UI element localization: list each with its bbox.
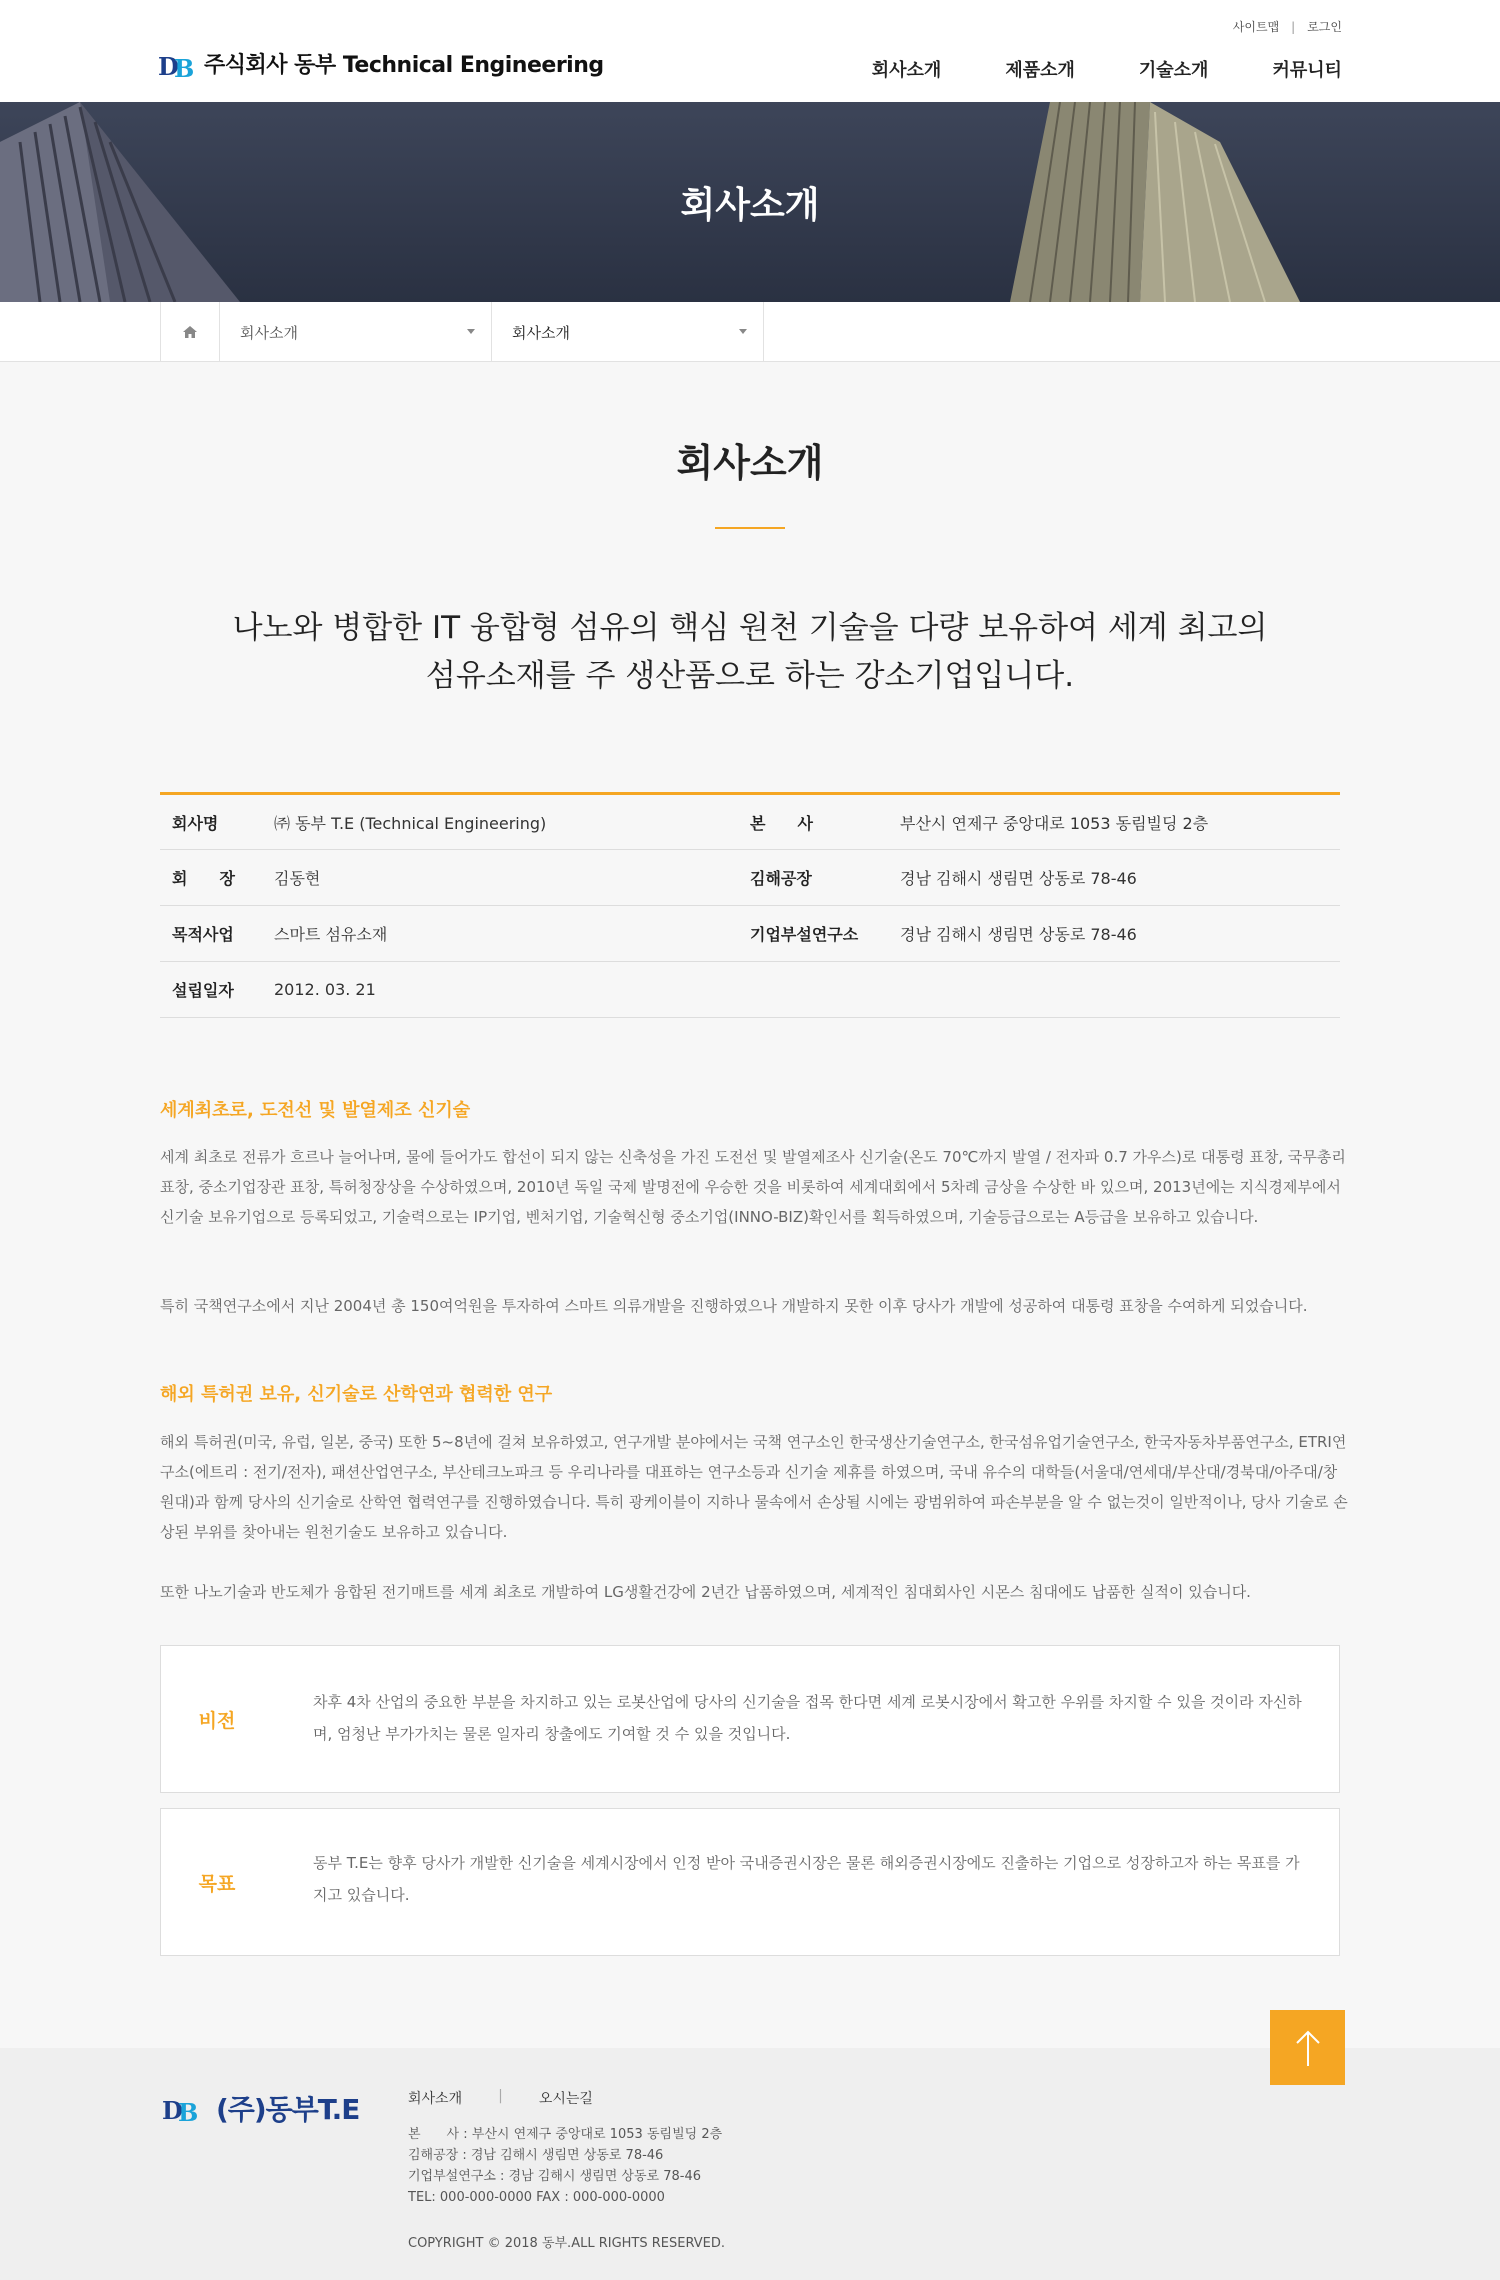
login-link[interactable]: 로그인	[1307, 20, 1342, 34]
vision-text: 차후 4차 산업의 중요한 부분을 차지하고 있는 로봇산업에 당사의 신기술을 접목 한다면 세계 로봇시장에서 확고한 우위를 차지할 수 있을 것이라 자신하며, 엄청난 부가가치는 물론 일자리 창출에도 기여할 것 수 있을 것입니다.	[313, 1693, 1302, 1743]
location-dropdown-depth1[interactable]	[220, 302, 492, 362]
footer-address	[408, 2124, 722, 2208]
location-dropdown-depth2[interactable]	[492, 302, 764, 362]
section-2-paragraph-1: 해외 특허권(미국, 유럽, 일본, 중국) 또한 5~8년에 걸쳐 보유하였고, 연구개발 분야에서는 국책 연구소인 한국생산기술연구소, 한국섬유업기술연구소, 한국자동차부품연구소, ETRI연구소(에트리 : 전기/전자), 패션산업연구소, 부산테크노파크 등 우리나라를 대표하는 연구소등과 신기술 제휴를 하였으며, 국내 유수의 대학들(서울대/연세대/부산대/경북대/아주대/창원대)과 함께 당사의 신기술로 산학연 협력연구를 진행하였습니다. 특히 광케이블이 지하나 물속에서 손상될 시에는 광범위하여 파손부분을 알 수 없는것이 일반적이나, 당사 기술로 손상된 부위를 찾아내는 원천기술도 보유하고 있습니다.	[160, 1433, 1348, 1541]
page-title: 회사소개	[676, 441, 824, 485]
logo-text: 주식회사 동부 Technical Engineering	[204, 53, 604, 78]
nav-item-community[interactable]: 커뮤니티	[1272, 60, 1342, 81]
info-value: 부산시 연제구 중앙대로 1053 동림빌딩 2층	[900, 794, 1340, 850]
info-label	[750, 962, 900, 1018]
footer-logo	[162, 2088, 359, 2128]
info-label: 회사명	[160, 794, 270, 850]
location-bar	[0, 302, 1500, 362]
footer-contact-line: TEL: 000-000-0000 FAX : 000-000-0000	[408, 2190, 665, 2205]
main-nav	[808, 56, 1342, 82]
section-1-paragraph-2: 특히 국책연구소에서 지난 2004년 총 150여억원을 투자하여 스마트 의류개발을 진행하였으나 개발하지 못한 이후 당사가 개발에 성공하여 대통령 표창을 수여하게 되었습니다.	[160, 1297, 1308, 1315]
divider: |	[498, 2088, 503, 2104]
intro-line-1: 나노와 병합한 IT 융합형 섬유의 핵심 원천 기술을 다량 보유하여 세계 최고의	[232, 610, 1268, 646]
section-2-paragraph-2: 또한 나노기술과 반도체가 융합된 전기매트를 세계 최초로 개발하여 LG생활건강에 2년간 납품하였으며, 세계적인 침대회사인 시몬스 침대에도 납품한 실적이 있습니다.	[160, 1583, 1251, 1601]
sitemap-link[interactable]: 사이트맵	[1232, 20, 1280, 34]
logo-mark-icon: D B	[158, 51, 195, 83]
footer-address-line: 본 사 : 부산시 연제구 중앙대로 1053 동림빌딩 2층	[408, 2127, 723, 2142]
logo-mark-icon: D B	[162, 2096, 199, 2127]
goal-text: 동부 T.E는 향후 당사가 개발한 신기술을 세계시장에서 인정 받아 국내증권시장은 물론 해외증권시장에도 진출하는 기업으로 성장하고자 하는 목표를 가지고 있습니다.	[313, 1854, 1300, 1904]
table-row	[160, 794, 1340, 850]
location-depth1-label: 회사소개	[240, 323, 298, 342]
nav-item-products[interactable]: 제품소개	[1005, 60, 1075, 81]
info-value	[900, 962, 1340, 1018]
vision-box	[160, 1645, 1340, 1793]
table-row	[160, 850, 1340, 906]
home-button[interactable]	[160, 302, 220, 362]
site-header	[0, 0, 1500, 102]
footer-logo-text: (주)동부T.E	[216, 2093, 360, 2126]
info-value: 2012. 03. 21	[270, 962, 750, 1018]
footer-nav	[408, 2088, 593, 2108]
info-label: 회 장	[160, 850, 270, 906]
caret-down-icon	[739, 329, 747, 334]
title-underline	[715, 527, 785, 529]
hero-banner	[0, 102, 1500, 302]
info-label: 김해공장	[750, 850, 900, 906]
nav-item-company[interactable]: 회사소개	[871, 60, 942, 81]
info-value: ㈜ 동부 T.E (Technical Engineering)	[270, 794, 750, 850]
goal-box	[160, 1808, 1340, 1956]
footer-address-line: 김해공장 : 경남 김해시 생림면 상동로 78-46	[408, 2148, 664, 2163]
info-label: 기업부설연구소	[750, 906, 900, 962]
location-depth2-label: 회사소개	[512, 323, 570, 342]
home-icon	[183, 326, 197, 338]
vision-label: 비전	[198, 1709, 236, 1732]
table-row	[160, 962, 1340, 1018]
caret-down-icon	[467, 329, 475, 334]
table-row	[160, 906, 1340, 962]
arrow-up-icon	[1293, 2028, 1323, 2068]
section-heading-1: 세계최초로, 도전선 및 발열제조 신기술	[160, 1100, 471, 1121]
intro-line-2: 섬유소재를 주 생산품으로 하는 강소기업입니다.	[425, 658, 1075, 694]
section-1-paragraph-1: 세계 최초로 전류가 흐르나 늘어나며, 물에 들어가도 합선이 되지 않는 신축성을 가진 도전선 및 발열제조사 신기술(온도 70℃까지 발열 / 전자파 0.7 가우스)로 대통령 표창, 국무총리 표창, 중소기업장관 표창, 특허청장상을 수상하였으며, 2010년 독일 국제 발명전에 우승한 것을 비롯하여 세계대회에서 5차례 금상을 수상한 바 있으며, 2013년에는 지식경제부에서 신기술 보유기업으로 등록되었고, 기술력으로는 IP기업, 벤처기업, 기술혁신형 중소기업(INNO-BIZ)확인서를 획득하였으며, 기술등급으로는 A등급을 보유하고 있습니다.	[160, 1148, 1346, 1226]
company-info-table	[160, 792, 1340, 1018]
info-label: 설립일자	[160, 962, 270, 1018]
divider: |	[1291, 19, 1296, 34]
info-value: 김동현	[270, 850, 750, 906]
info-value: 스마트 섬유소재	[270, 906, 750, 962]
utility-links	[1233, 18, 1342, 35]
info-value: 경남 김해시 생림면 상동로 78-46	[900, 906, 1340, 962]
info-value: 경남 김해시 생림면 상동로 78-46	[900, 850, 1340, 906]
goal-label: 목표	[198, 1872, 236, 1895]
hero-title: 회사소개	[680, 184, 820, 226]
intro-text	[0, 604, 1500, 700]
info-label: 본 사	[750, 794, 900, 850]
info-label: 목적사업	[160, 906, 270, 962]
copyright: COPYRIGHT © 2018 동부.ALL RIGHTS RESERVED.	[408, 2236, 726, 2251]
nav-item-technology[interactable]: 기술소개	[1138, 60, 1209, 81]
section-heading-2: 해외 특허권 보유, 신기술로 산학연과 협력한 연구	[160, 1384, 553, 1405]
site-logo[interactable]	[158, 48, 604, 83]
footer-address-line: 기업부설연구소 : 경남 김해시 생림면 상동로 78-46	[408, 2169, 701, 2184]
scroll-top-button[interactable]	[1270, 2010, 1345, 2085]
footer-link-directions[interactable]: 오시는길	[538, 2091, 593, 2107]
footer-link-company[interactable]: 회사소개	[408, 2091, 463, 2107]
